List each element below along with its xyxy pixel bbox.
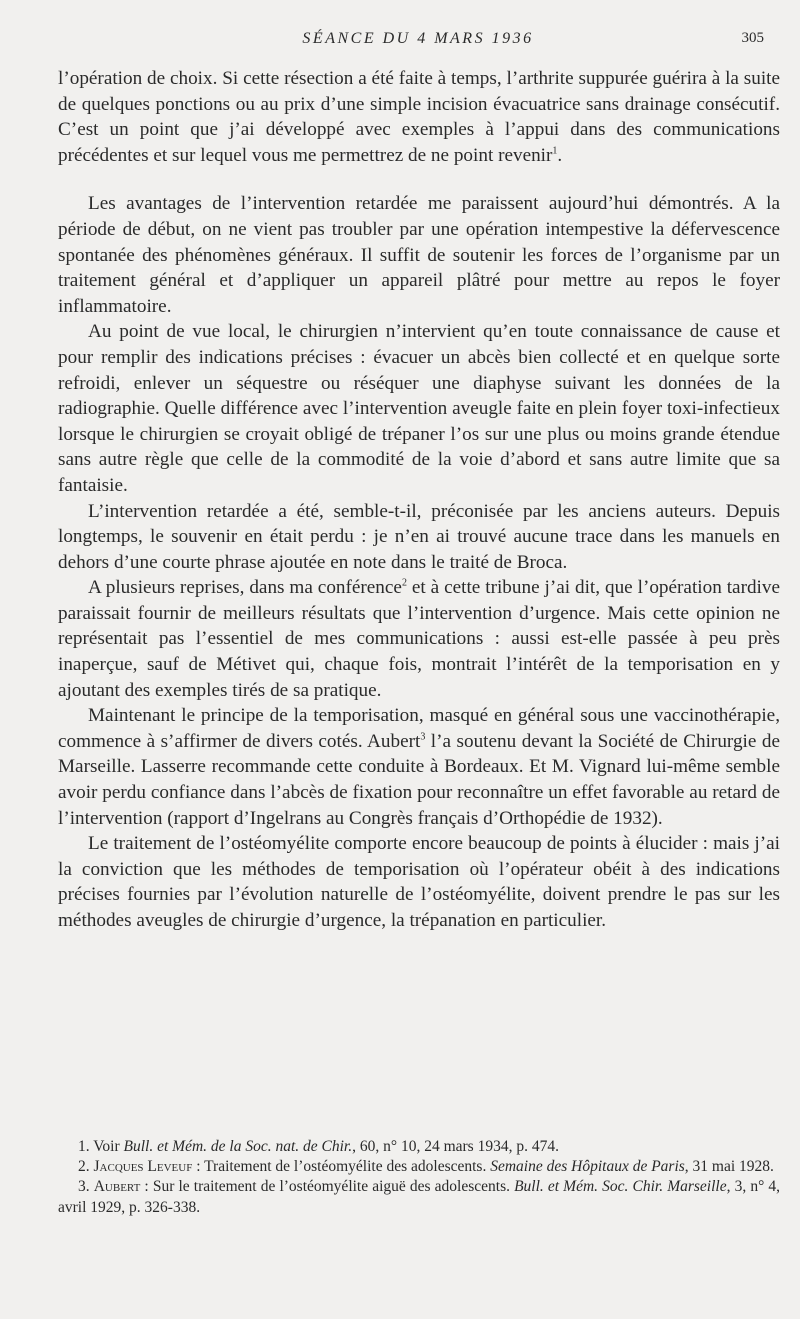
paragraph-5 [58,575,780,703]
footnote-text: , 3, n° 4, avril 1929, p. 326-338. [58,1178,780,1216]
paragraph-1 [58,66,780,168]
footnote-2 [58,1157,780,1177]
paragraph-text: Le traitement de l’ostéomyélite comporte encore beaucoup de points à élucider : mais j’ai la conviction que les méthodes de temporisation où l’opérateur obéit à des indications précises fournies par l’évolution naturelle de l’ostéomyélite, doivent prendre le pas sur les méthodes aveugles de chirurgie d’urgence, la trépanation en particulier. [58,833,780,931]
footnote-journal: Bull. et Mém. Soc. Chir. Marseille [514,1178,727,1196]
footnote-number: 1. [78,1138,90,1155]
paragraph-text: l’opération de choix. Si cette résection a été faite à temps, l’arthrite suppurée guérira à la suite de quelques ponctions ou au prix d’une simple incision évacuatrice sans drainage consécutif. C’est un point que j’ai développé avec exemples à l’appui dans des communications précédentes et sur lequel vous me permettrez de ne point revenir [58,68,780,166]
footnote-text: : Traitement de l’ostéomyélite des adolescents. [192,1158,491,1176]
page-number: 305 [741,30,764,46]
paragraph-3 [58,319,780,498]
paragraph-text: l’a soutenu devant la Société de Chirurgie de Marseille. Lasserre recommande cette conduite à Bordeaux. Et M. Vignard lui-même semble avoir perdu confiance dans l’abcès de fixation pour reconnaître un effet favorable au retard de l’intervention (rapport d’Ingelrans au Congrès français d’Orthopédie de 1932). [58,730,780,829]
footnote-ref-2: 2 [401,577,407,589]
footnote-number: 2. [78,1158,90,1176]
footnote-text: Voir [93,1138,124,1155]
footnote-number: 3. [78,1178,90,1196]
footnote-ref-3: 3 [420,731,426,743]
body-text [58,66,780,934]
paragraph-2 [58,191,780,319]
footnote-1 [58,1137,780,1157]
page-header [58,28,778,58]
paragraph-text: et à cette tribune j’ai dit, que l’opération tardive paraissait fournir de meilleurs résultats que l’intervention d’urgence. Mais cette opinion ne représentait pas l’essentiel de mes communications : aussi est-elle passée à peu près inaperçue, sauf de Métivet qui, chaque fois, montrait l’intérêt de la temporisation en y ajoutant des exemples tirés de sa pratique. [58,577,780,701]
footnote-author: Jacques Leveuf [93,1158,193,1176]
footnote-journal: Bull. et Mém. de la Soc. nat. de Chir. [123,1138,353,1155]
footnote-3 [58,1177,780,1217]
footnote-ref-1: 1 [552,145,558,157]
footnote-text: , 60, n° 10, 24 mars 1934, p. 474. [352,1138,559,1155]
paragraph-7 [58,831,780,933]
footnotes [58,1137,780,1218]
paragraph-text: A plusieurs reprises, dans ma conférence [88,577,402,599]
paragraph-text: Au point de vue local, le chirurgien n’intervient qu’en toute connaissance de cause et pour remplir des indications précises : évacuer un abcès bien collecté et en quelque sorte refroidi, enlever un séquestre ou réséquer une diaphyse suivant les données de la radiographie. Quelle différence avec l’intervention aveugle faite en plein foyer toxi-infectieux lorsque le chirurgien se croyait obligé de trépaner l’os sur une plus ou moins grande étendue sans autre règle que celle de la commodité de la voie d’abord et sans autre limite que sa fantaisie. [58,321,780,496]
paragraph-text: L’intervention retardée a été, semble-t-il, préconisée par les anciens auteurs. Depuis longtemps, le souvenir en était perdu : je n’en ai trouvé aucune trace dans les manuels en dehors d’une courte phrase ajoutée en note dans le traité de Broca. [58,500,780,573]
footnote-text: , 31 mai 1928. [684,1158,774,1176]
running-title: SÉANCE DU 4 MARS 1936 [302,30,534,47]
paragraph-text: Les avantages de l’intervention retardée me paraissent aujourd’hui démontrés. A la période de début, on ne vient pas troubler par une opération intempestive la défervescence spontanée des phénomènes généraux. Il suffit de soutenir les forces de l’organisme par un traitement général et d’appliquer un appareil plâtré pour mettre au repos le foyer inflammatoire. [58,193,780,317]
footnote-author: Aubert [93,1178,141,1196]
paragraph-text: Maintenant le principe de la temporisation, masqué en général sous une vaccinothérapie, commence à s’affirmer de divers cotés. Aubert [58,705,780,752]
paragraph-6 [58,703,780,831]
footnote-text: : Sur le traitement de l’ostéomyélite aiguë des adolescents. [140,1178,515,1196]
paragraph-end: . [557,144,563,166]
paragraph-4 [58,499,780,576]
footnote-journal: Semaine des Hôpitaux de Paris [490,1158,685,1176]
